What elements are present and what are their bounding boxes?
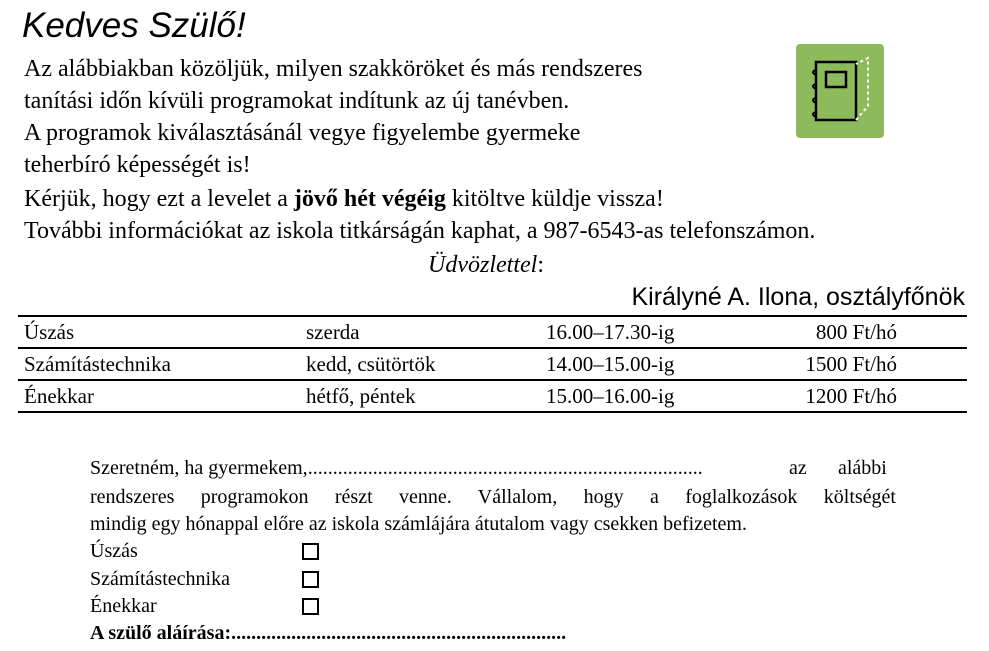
program-time: 15.00–16.00-ig bbox=[540, 380, 752, 412]
child-name-field[interactable]: ............................................................................... bbox=[307, 457, 703, 479]
info-line: További információkat az iskola titkárságán kaphat, a 987-6543-as telefonszámon. bbox=[24, 218, 816, 244]
form-line-1-end: alábbi bbox=[838, 457, 887, 479]
checkbox-choir[interactable] bbox=[302, 598, 319, 615]
form-line-3: mindig egy hónappal előre az iskola számlájára átutalom vagy csekken befizetem. bbox=[90, 513, 747, 535]
table-row bbox=[18, 316, 967, 348]
program-name: Számítástechnika bbox=[18, 348, 300, 380]
program-days: hétfő, péntek bbox=[300, 380, 540, 412]
greeting-colon: : bbox=[537, 252, 544, 278]
signature: Királyné A. Ilona, osztályfőnök bbox=[631, 283, 965, 311]
parent-signature-line bbox=[90, 620, 566, 647]
table-row bbox=[18, 348, 967, 380]
option-label-choir: Énekkar bbox=[90, 595, 157, 617]
program-price: 1500 Ft/hó bbox=[752, 348, 967, 380]
form-line-2: rendszeres programokon részt venne. Vállalom, hogy a foglalkozások költségét bbox=[90, 486, 896, 508]
table-row bbox=[18, 380, 967, 412]
form-line-1-az: az bbox=[789, 457, 807, 479]
program-days: kedd, csütörtök bbox=[300, 348, 540, 380]
return-request-text-a: Kérjük, hogy ezt a levelet a bbox=[24, 186, 294, 212]
return-request bbox=[24, 184, 664, 215]
program-price: 800 Ft/hó bbox=[752, 316, 967, 348]
checkbox-swimming[interactable] bbox=[302, 543, 319, 560]
parent-signature-field[interactable]: ................................................................... bbox=[231, 622, 567, 644]
return-request-text-b: kitöltve küldje vissza! bbox=[445, 186, 664, 212]
intro-line-1: Az alábbiakban közöljük, milyen szakköröket és más rendszeres bbox=[24, 56, 643, 82]
return-deadline: jövő hét végéig bbox=[293, 186, 446, 212]
program-time: 16.00–17.30-ig bbox=[540, 316, 752, 348]
program-name: Úszás bbox=[18, 316, 300, 348]
program-time: 14.00–15.00-ig bbox=[540, 348, 752, 380]
program-days: szerda bbox=[300, 316, 540, 348]
notebook-icon bbox=[796, 44, 884, 138]
option-label-swimming: Úszás bbox=[90, 540, 138, 562]
parent-signature-label: A szülő aláírása: bbox=[90, 622, 232, 644]
option-label-computing: Számítástechnika bbox=[90, 568, 230, 590]
intro-line-3: A programok kiválasztásánál vegye figyelembe gyermeke bbox=[24, 120, 581, 146]
program-table bbox=[18, 315, 967, 413]
checkbox-computing[interactable] bbox=[302, 571, 319, 588]
intro-line-2: tanítási időn kívüli programokat indítunk az új tanévben. bbox=[24, 88, 570, 114]
program-price: 1200 Ft/hó bbox=[752, 380, 967, 412]
form-line-1-text: Szeretném, ha gyermekem, bbox=[90, 457, 308, 479]
greeting-text: Üdvözlettel bbox=[428, 252, 538, 278]
letter-title: Kedves Szülő! bbox=[22, 6, 246, 45]
program-name: Énekkar bbox=[18, 380, 300, 412]
form-line-1 bbox=[90, 455, 703, 482]
intro-line-4: teherbíró képességét is! bbox=[24, 152, 251, 178]
greeting bbox=[428, 250, 544, 280]
